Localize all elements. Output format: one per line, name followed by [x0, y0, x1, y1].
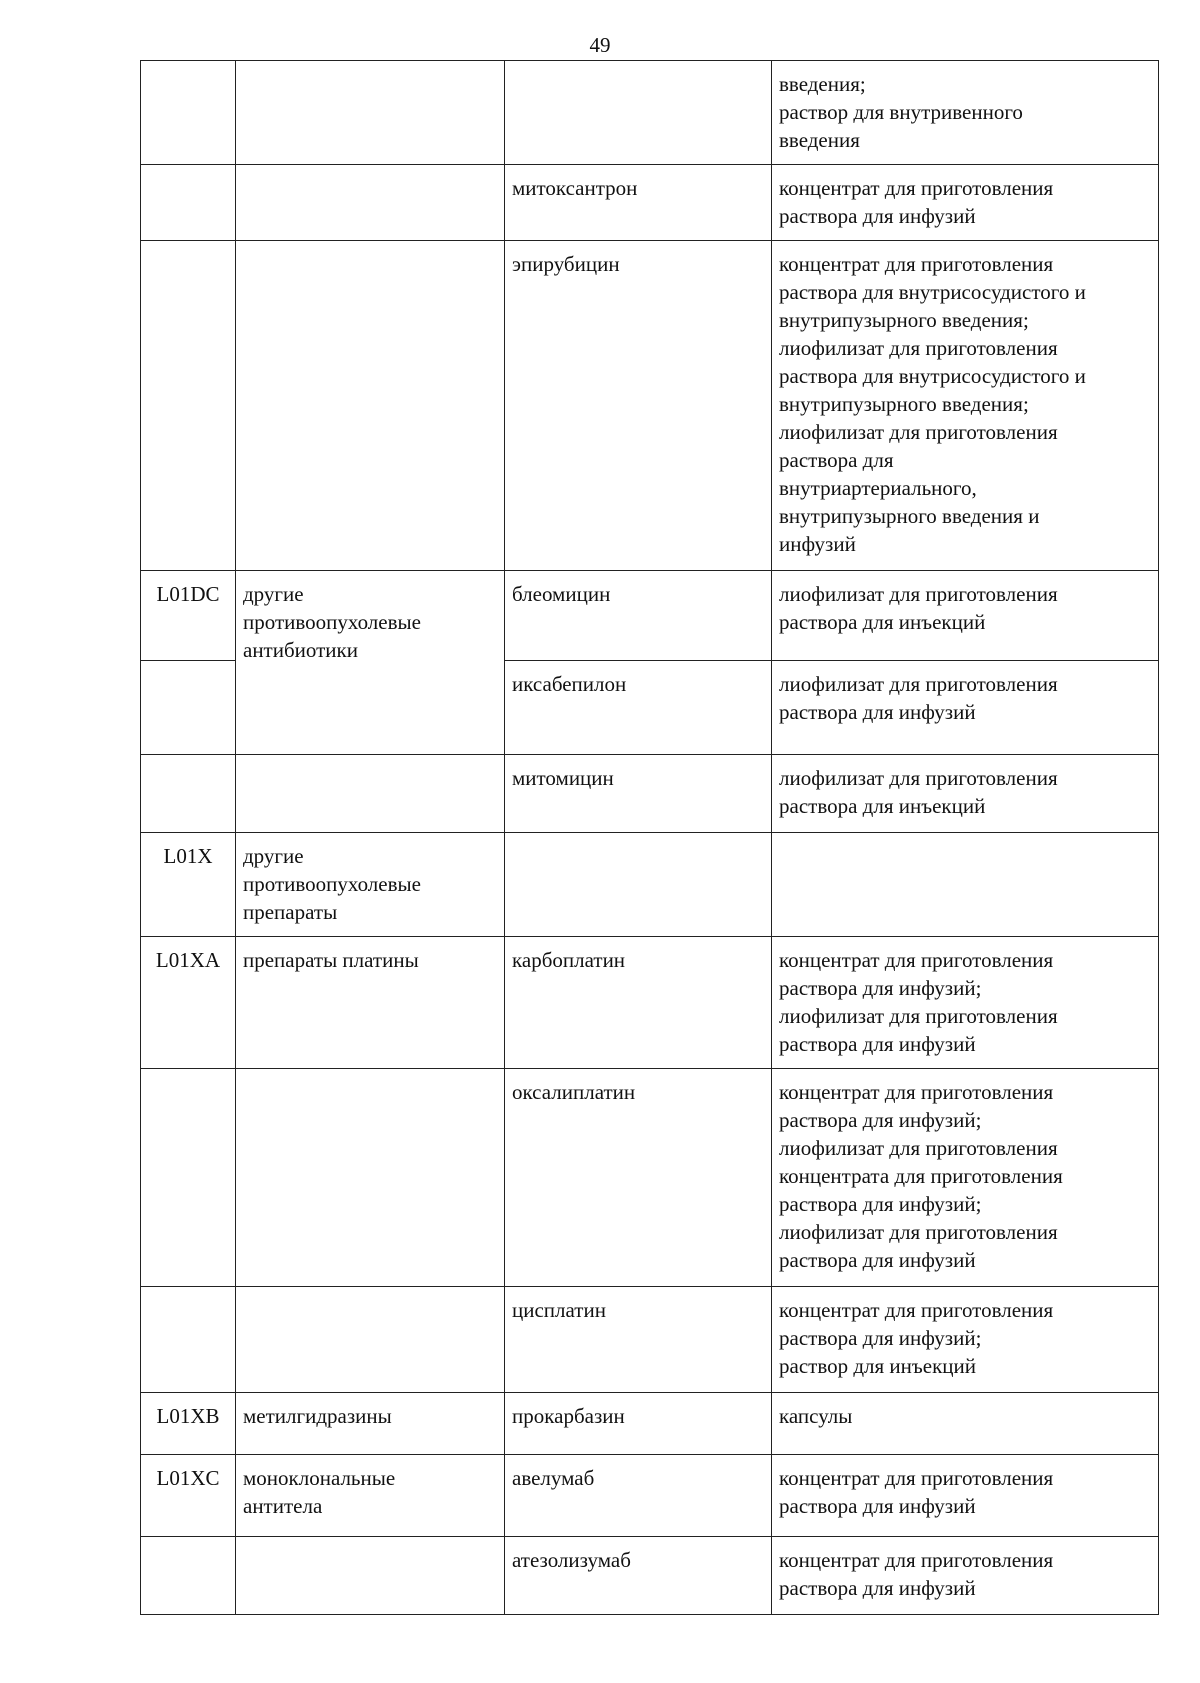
atc-code-cell	[141, 755, 236, 833]
dosage-form-line: раствора для	[779, 448, 894, 472]
drug-name-cell	[505, 833, 772, 937]
atc-code-cell: L01XA	[141, 937, 236, 1069]
atc-code-cell: L01XB	[141, 1393, 236, 1455]
dosage-form-line: раствора для инфузий;	[779, 976, 982, 1000]
dosage-forms-cell	[772, 571, 1159, 661]
drug-name-cell: блеомицин	[505, 571, 772, 661]
page-number: 49	[589, 33, 611, 57]
dosage-form-line: концентрат для приготовления	[779, 1466, 1054, 1490]
group-line: другие	[243, 844, 304, 868]
dosage-forms-cell	[772, 1287, 1159, 1393]
group-line: препараты	[243, 900, 338, 924]
drug-name-cell: прокарбазин	[505, 1393, 772, 1455]
dosage-form-line: раствора для инфузий	[779, 1032, 976, 1056]
dosage-form-line: раствора для инфузий;	[779, 1108, 982, 1132]
dosage-forms-cell	[772, 61, 1159, 165]
dosage-forms-cell	[772, 661, 1159, 755]
dosage-form-line: концентрат для приготовления	[779, 1298, 1054, 1322]
dosage-form-line: раствора для инфузий;	[779, 1192, 982, 1216]
dosage-forms-cell	[772, 1537, 1159, 1615]
drug-name-cell: карбоплатин	[505, 937, 772, 1069]
dosage-form-line: концентрат для приготовления	[779, 252, 1054, 276]
dosage-form-line: концентрат для приготовления	[779, 948, 1054, 972]
atc-code-cell: L01X	[141, 833, 236, 937]
drug-name-cell: эпирубицин	[505, 241, 772, 571]
table-row	[141, 755, 1159, 833]
drug-name-cell: митоксантрон	[505, 165, 772, 241]
dosage-form-line: раствора для инъекций	[779, 794, 986, 818]
dosage-form-line: раствора для внутрисосудистого и	[779, 364, 1086, 388]
dosage-form-line: концентрат для приготовления	[779, 176, 1054, 200]
pharmacological-group-cell	[236, 165, 505, 241]
dosage-form-line: инфузий	[779, 532, 856, 556]
dosage-form-line: раствора для инфузий	[779, 1248, 976, 1272]
table-body	[141, 61, 1159, 1615]
drug-name-cell	[505, 61, 772, 165]
dosage-forms-cell	[772, 1069, 1159, 1287]
dosage-form-line: внутрипузырного введения и	[779, 504, 1040, 528]
pharmacological-group-cell	[236, 937, 505, 1069]
dosage-form-line: внутрипузырного введения;	[779, 392, 1029, 416]
dosage-form-line: внутрипузырного введения;	[779, 308, 1029, 332]
dosage-form-line: лиофилизат для приготовления	[779, 1136, 1058, 1160]
pharmacological-group-cell	[236, 241, 505, 571]
dosage-form-line: раствора для внутрисосудистого и	[779, 280, 1086, 304]
dosage-form-line: лиофилизат для приготовления	[779, 1220, 1058, 1244]
dosage-form-line: лиофилизат для приготовления	[779, 336, 1058, 360]
atc-code-cell: L01DC	[141, 571, 236, 661]
atc-code-cell	[141, 1537, 236, 1615]
pharmacological-group-cell	[236, 1393, 505, 1455]
dosage-form-line: лиофилизат для приготовления	[779, 420, 1058, 444]
dosage-forms-cell	[772, 833, 1159, 937]
dosage-form-line: введения	[779, 128, 860, 152]
table-row	[141, 1393, 1159, 1455]
drug-name-cell: цисплатин	[505, 1287, 772, 1393]
table-row	[141, 241, 1159, 571]
drug-classification-table	[140, 60, 1159, 1615]
atc-code-cell	[141, 165, 236, 241]
group-line: другие	[243, 582, 304, 606]
atc-code-cell	[141, 1069, 236, 1287]
dosage-forms-cell	[772, 937, 1159, 1069]
pharmacological-group-cell	[236, 1537, 505, 1615]
pharmacological-group-cell	[236, 1455, 505, 1537]
drug-name-cell: иксабепилон	[505, 661, 772, 755]
dosage-form-line: раствор для инъекций	[779, 1354, 976, 1378]
drug-name-cell: авелумаб	[505, 1455, 772, 1537]
table-row	[141, 937, 1159, 1069]
drug-name-cell: митомицин	[505, 755, 772, 833]
atc-code-cell	[141, 241, 236, 571]
table-row	[141, 61, 1159, 165]
dosage-form-line: раствора для инъекций	[779, 610, 986, 634]
group-line: противоопухолевые	[243, 872, 421, 896]
table-row	[141, 571, 1159, 661]
dosage-form-line: лиофилизат для приготовления	[779, 1004, 1058, 1028]
dosage-forms-cell	[772, 1393, 1159, 1455]
pharmacological-group-cell	[236, 1069, 505, 1287]
dosage-form-line: раствора для инфузий	[779, 204, 976, 228]
dosage-form-line: лиофилизат для приготовления	[779, 766, 1058, 790]
dosage-form-line: раствора для инфузий;	[779, 1326, 982, 1350]
group-line: антитела	[243, 1494, 323, 1518]
pharmacological-group-cell	[236, 1287, 505, 1393]
dosage-form-line: раствора для инфузий	[779, 1494, 976, 1518]
dosage-forms-cell	[772, 1455, 1159, 1537]
drug-name-cell: атезолизумаб	[505, 1537, 772, 1615]
table-row	[141, 1287, 1159, 1393]
table-row	[141, 1069, 1159, 1287]
atc-code-cell	[141, 61, 236, 165]
group-line: антибиотики	[243, 638, 358, 662]
pharmacological-group-cell	[236, 833, 505, 937]
atc-code-cell: L01XC	[141, 1455, 236, 1537]
atc-code-cell	[141, 661, 236, 755]
table-row	[141, 1537, 1159, 1615]
dosage-form-line: концентрат для приготовления	[779, 1548, 1054, 1572]
pharmacological-group-cell	[236, 571, 505, 755]
group-line: моноклональные	[243, 1466, 396, 1490]
dosage-form-line: раствора для инфузий	[779, 700, 976, 724]
group-line: метилгидразины	[243, 1404, 392, 1428]
group-line: препараты платины	[243, 948, 419, 972]
pharmacological-group-cell	[236, 61, 505, 165]
dosage-form-line: лиофилизат для приготовления	[779, 582, 1058, 606]
dosage-form-line: введения;	[779, 72, 866, 96]
table-row	[141, 833, 1159, 937]
dosage-form-line: раствор для внутривенного	[779, 100, 1023, 124]
dosage-forms-cell	[772, 755, 1159, 833]
table-row	[141, 1455, 1159, 1537]
atc-code-cell	[141, 1287, 236, 1393]
table-row	[141, 165, 1159, 241]
dosage-form-line: концентрата для приготовления	[779, 1164, 1063, 1188]
dosage-form-line: лиофилизат для приготовления	[779, 672, 1058, 696]
drug-name-cell: оксалиплатин	[505, 1069, 772, 1287]
dosage-form-line: внутриартериального,	[779, 476, 977, 500]
dosage-forms-cell	[772, 165, 1159, 241]
dosage-form-line: капсулы	[779, 1404, 853, 1428]
dosage-forms-cell	[772, 241, 1159, 571]
dosage-form-line: концентрат для приготовления	[779, 1080, 1054, 1104]
group-line: противоопухолевые	[243, 610, 421, 634]
pharmacological-group-cell	[236, 755, 505, 833]
dosage-form-line: раствора для инфузий	[779, 1576, 976, 1600]
